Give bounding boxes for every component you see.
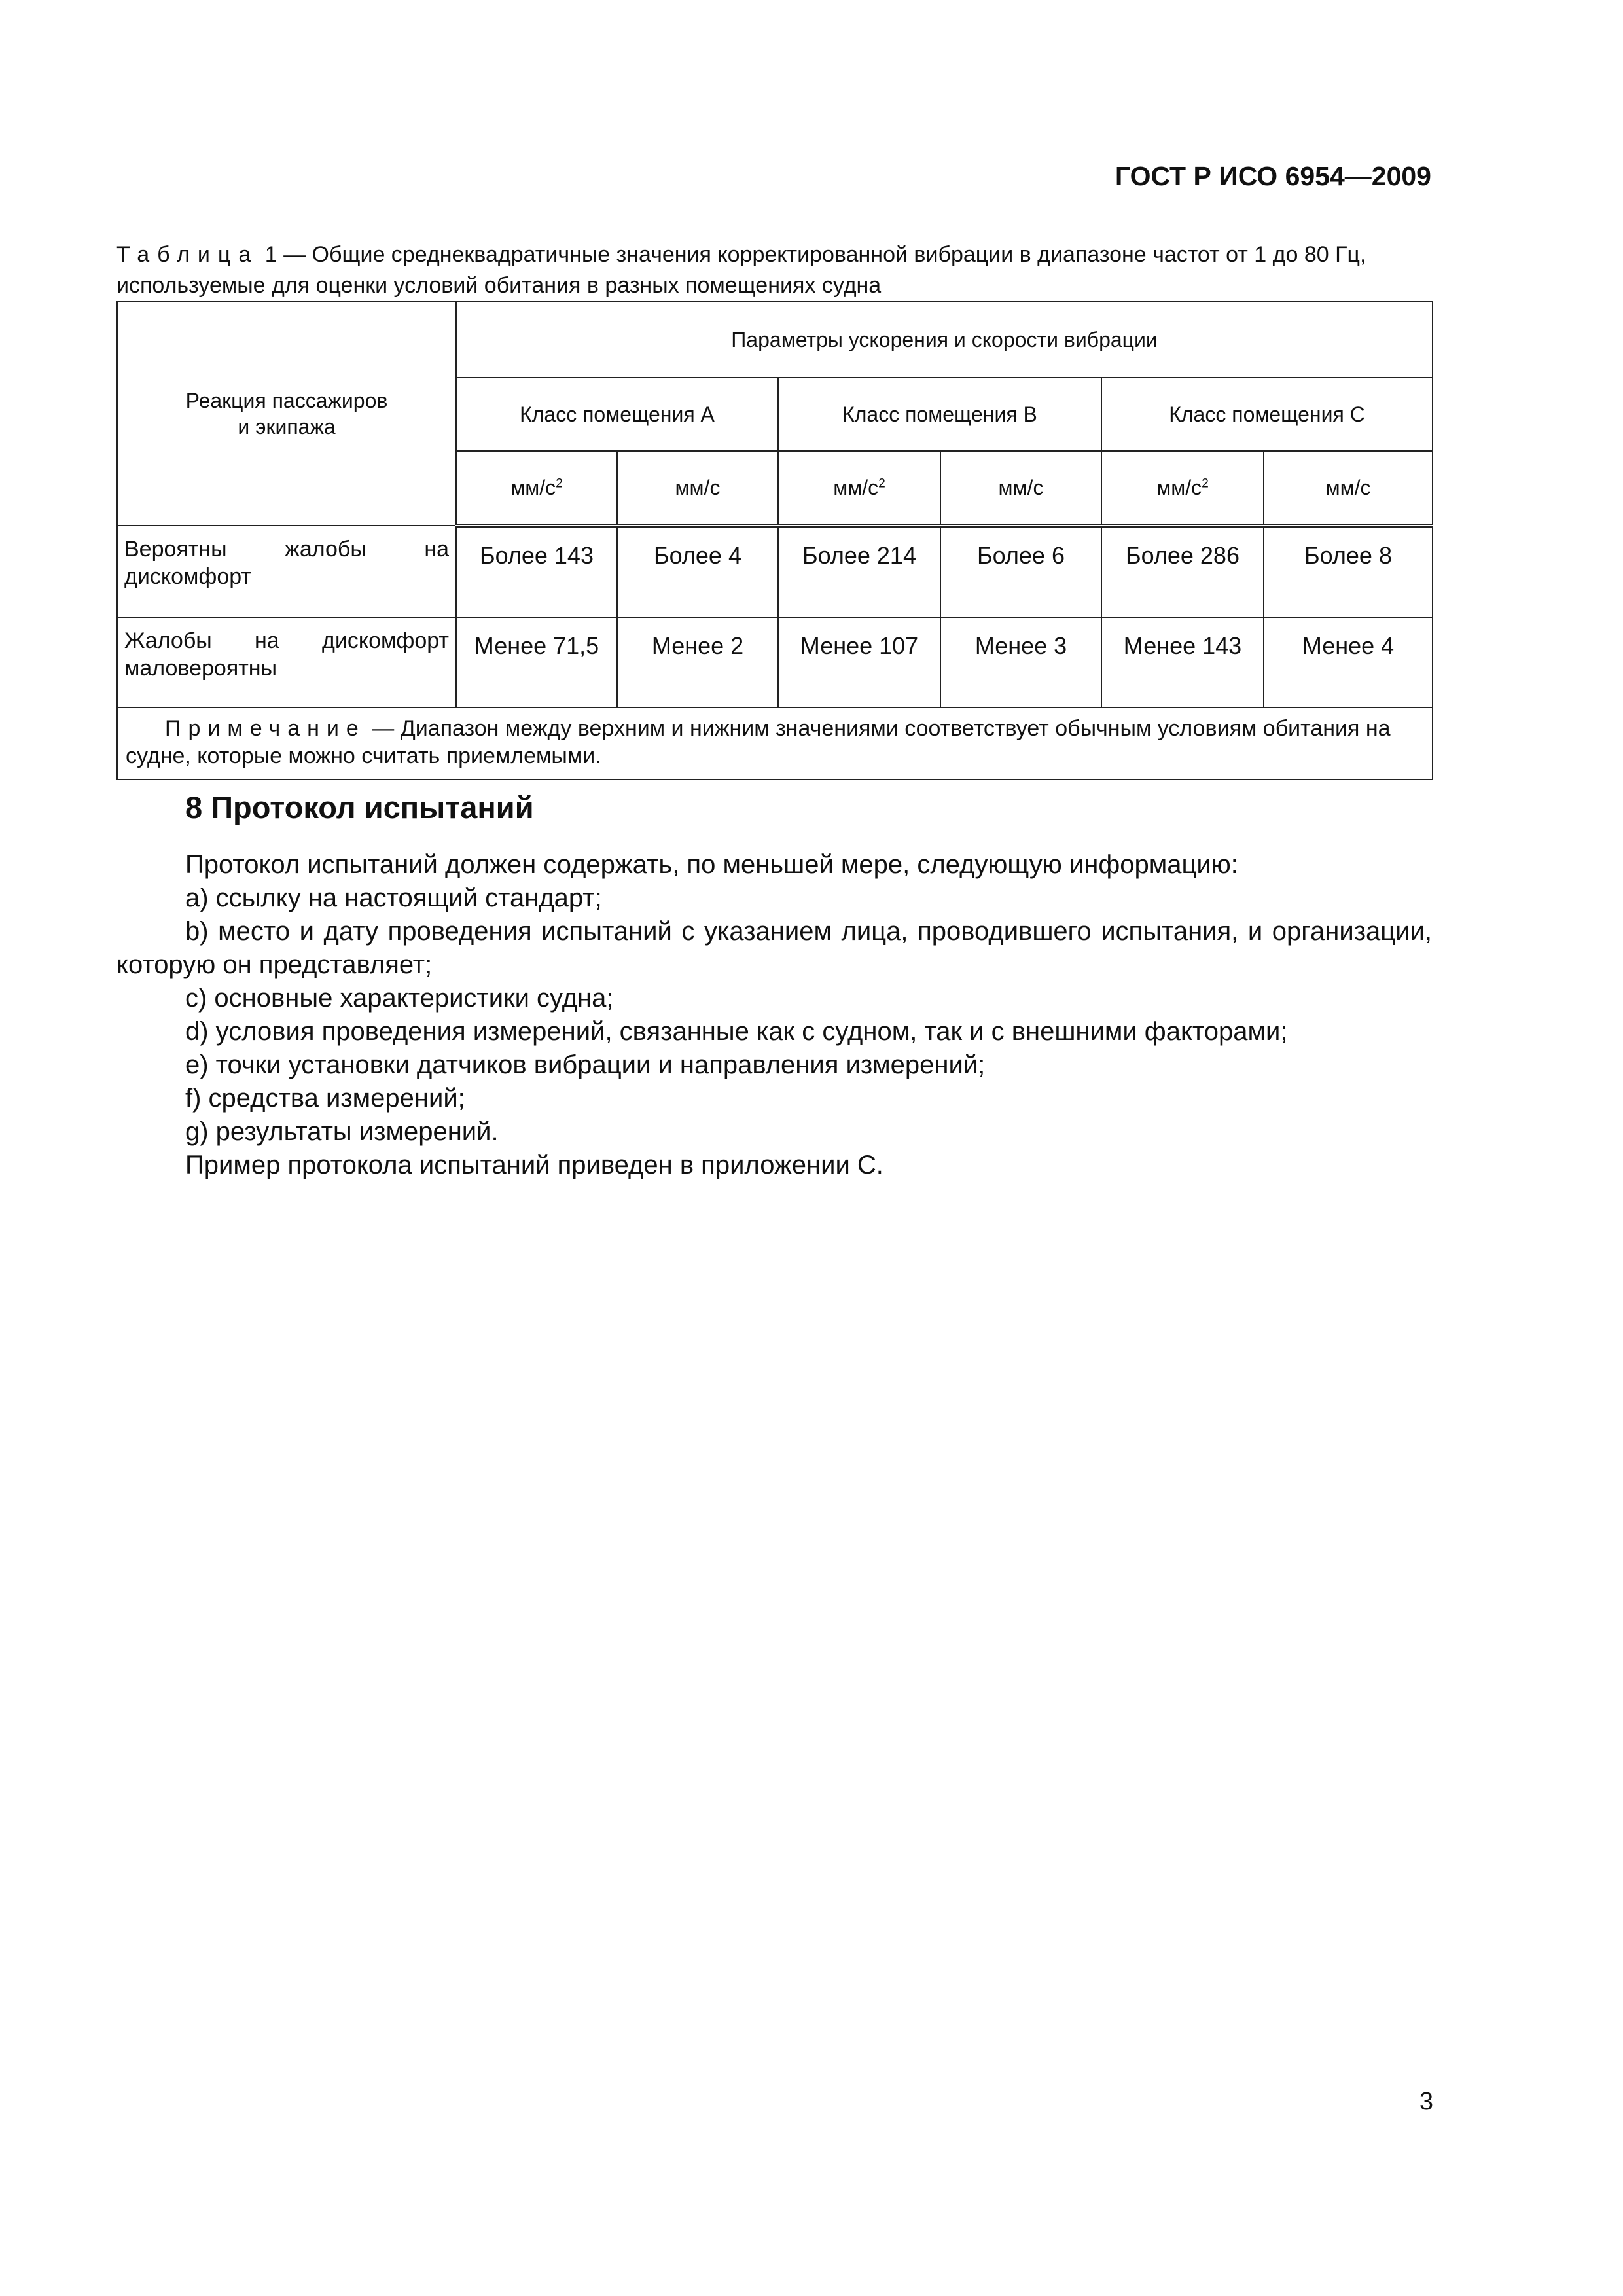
value-cell: Более 214 xyxy=(778,526,940,617)
list-item: b) место и дату проведения испытаний с указанием лица, проводившего испытания, и организации, которую он представляет; xyxy=(116,917,1432,979)
reaction-cell: Жалобы на дискомфорт маловероятны xyxy=(117,617,456,708)
list-item: f) средства измерений; xyxy=(185,1084,465,1113)
value-cell: Более 286 xyxy=(1101,526,1264,617)
list-item: e) точки установки датчиков вибрации и направления измерений; xyxy=(185,1050,986,1079)
unit-accel-c: $мм/с^2$ xyxy=(1101,451,1264,526)
reaction-header: Реакция пассажиров и экипажа xyxy=(117,302,456,526)
table-caption-label: Таблица xyxy=(116,242,259,267)
value-cell: Более 4 xyxy=(617,526,778,617)
table-row xyxy=(117,617,1433,708)
reaction-cell: Вероятны жалобы на дискомфорт xyxy=(117,526,456,617)
value-cell: Более 143 xyxy=(456,526,617,617)
list-item: c) основные характеристики судна; xyxy=(185,984,614,1013)
value-cell: Менее 2 xyxy=(617,617,778,708)
value-cell: Более 8 xyxy=(1264,526,1433,617)
list-item: d) условия проведения измерений, связанные как с судном, так и с внешними факторами; xyxy=(185,1017,1288,1046)
value-cell: Менее 143 xyxy=(1101,617,1264,708)
unit-vel-a: мм/с xyxy=(617,451,778,526)
list-item: g) результаты измерений. xyxy=(185,1117,499,1146)
page-number: 3 xyxy=(1419,2088,1433,2115)
note-label: Примечание xyxy=(165,716,366,741)
value-cell: Менее 71,5 xyxy=(456,617,617,708)
value-cell: Менее 107 xyxy=(778,617,940,708)
class-c-header: Класс помещения C xyxy=(1101,378,1433,451)
class-a-header: Класс помещения A xyxy=(456,378,778,451)
paragraph: Пример протокола испытаний приведен в приложении С. xyxy=(185,1151,883,1179)
list-item: a) ссылку на настоящий стандарт; xyxy=(185,884,602,912)
unit-vel-c: мм/с xyxy=(1264,451,1433,526)
table-note xyxy=(117,708,1433,780)
section-title: 8 Протокол испытаний xyxy=(185,790,534,825)
vibration-table xyxy=(116,301,1433,780)
value-cell: Менее 4 xyxy=(1264,617,1433,708)
params-header: Параметры ускорения и скорости вибрации xyxy=(456,302,1433,378)
unit-vel-b: мм/с xyxy=(940,451,1101,526)
unit-accel-b: $мм/с^2$ xyxy=(778,451,940,526)
table-caption-text: 1 — Общие среднеквадратичные значения корректированной вибрации в диапазоне частот от 1 до 80 Гц, используемые для оценки условий обитания в разных помещениях судна xyxy=(116,242,1366,298)
section-body xyxy=(116,848,1432,1182)
document-code: ГОСТ Р ИСО 6954—2009 xyxy=(1115,161,1431,191)
value-cell: Менее 3 xyxy=(940,617,1101,708)
unit-accel-a: $мм/с^2$ xyxy=(456,451,617,526)
note-text: — Диапазон между верхним и нижним значениями соответствует обычным условиям обитания на судне, которые можно считать приемлемыми. xyxy=(126,716,1391,768)
paragraph: Протокол испытаний должен содержать, по меньшей мере, следующую информацию: xyxy=(185,850,1238,879)
class-b-header: Класс помещения B xyxy=(778,378,1101,451)
table-row xyxy=(117,526,1433,617)
value-cell: Более 6 xyxy=(940,526,1101,617)
table-caption xyxy=(116,240,1432,301)
